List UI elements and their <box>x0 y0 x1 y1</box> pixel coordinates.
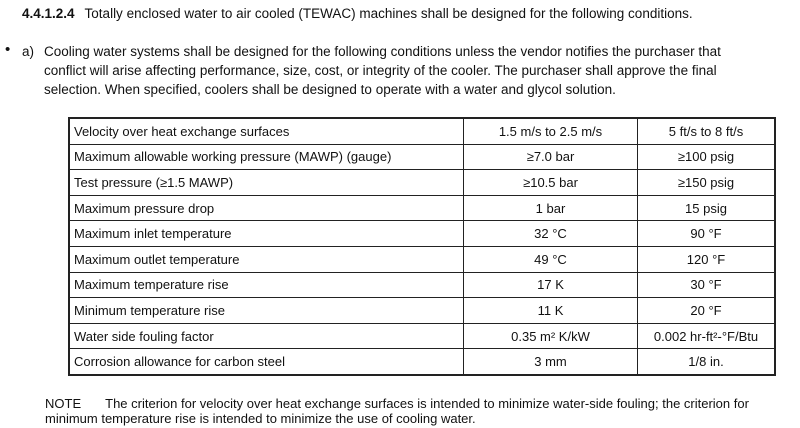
param-cell: Maximum inlet temperature <box>69 221 464 247</box>
requirement-paragraph <box>22 42 792 99</box>
table-row <box>69 246 775 272</box>
section-number: 4.4.1.2.4 <box>22 6 75 21</box>
si-value-cell: 1 bar <box>464 195 638 221</box>
bullet-dot-icon: • <box>5 41 11 58</box>
note-text: The criterion for velocity over heat exchange surfaces is intended to minimize water-side fouling; the criterion for minimum temperature rise is intended to minimize the use of cooling water. <box>45 396 749 426</box>
table-row <box>69 323 775 349</box>
table-row <box>69 298 775 324</box>
param-cell: Maximum pressure drop <box>69 195 464 221</box>
us-value-cell: 1/8 in. <box>638 349 776 375</box>
us-value-cell: ≥100 psig <box>638 144 776 170</box>
param-cell: Maximum outlet temperature <box>69 246 464 272</box>
param-cell: Maximum temperature rise <box>69 272 464 298</box>
us-value-cell: 15 psig <box>638 195 776 221</box>
param-cell: Minimum temperature rise <box>69 298 464 324</box>
us-value-cell: ≥150 psig <box>638 170 776 196</box>
si-value-cell: ≥7.0 bar <box>464 144 638 170</box>
us-value-cell: 30 °F <box>638 272 776 298</box>
param-cell: Maximum allowable working pressure (MAWP) (gauge) <box>69 144 464 170</box>
si-value-cell: 32 °C <box>464 221 638 247</box>
paragraph-line-1 <box>22 42 792 61</box>
table-row <box>69 272 775 298</box>
si-value-cell: ≥10.5 bar <box>464 170 638 196</box>
paragraph-line-3: selection. When specified, coolers shall be designed to operate with a water and glycol solution. <box>44 82 616 97</box>
si-value-cell: 0.35 m² K/kW <box>464 323 638 349</box>
param-cell: Corrosion allowance for carbon steel <box>69 349 464 375</box>
param-cell: Velocity over heat exchange surfaces <box>69 118 464 144</box>
si-value-cell: 11 K <box>464 298 638 324</box>
paragraph-text-1: Cooling water systems shall be designed for the following conditions unless the vendor notifies the purchaser that <box>44 44 721 59</box>
table-row <box>69 349 775 375</box>
item-label: a) <box>22 44 35 59</box>
us-value-cell: 90 °F <box>638 221 776 247</box>
section-heading <box>22 6 693 21</box>
table-row <box>69 221 775 247</box>
si-value-cell: 17 K <box>464 272 638 298</box>
table-row <box>69 144 775 170</box>
si-value-cell: 3 mm <box>464 349 638 375</box>
us-value-cell: 120 °F <box>638 246 776 272</box>
param-cell: Water side fouling factor <box>69 323 464 349</box>
table-row <box>69 195 775 221</box>
table-row <box>69 170 775 196</box>
param-cell: Test pressure (≥1.5 MAWP) <box>69 170 464 196</box>
us-value-cell: 0.002 hr-ft²-°F/Btu <box>638 323 776 349</box>
paragraph-line-2: conflict will arise affecting performance, size, cost, or integrity of the cooler. The purchaser shall approve the final <box>44 63 717 78</box>
cooling-conditions-table <box>68 117 776 376</box>
us-value-cell: 5 ft/s to 8 ft/s <box>638 118 776 144</box>
table-row <box>69 118 775 144</box>
table-note <box>45 396 795 426</box>
si-value-cell: 1.5 m/s to 2.5 m/s <box>464 118 638 144</box>
si-value-cell: 49 °C <box>464 246 638 272</box>
us-value-cell: 20 °F <box>638 298 776 324</box>
section-title: Totally enclosed water to air cooled (TEWAC) machines shall be designed for the following conditions. <box>84 6 693 21</box>
note-label: NOTE <box>45 396 82 411</box>
